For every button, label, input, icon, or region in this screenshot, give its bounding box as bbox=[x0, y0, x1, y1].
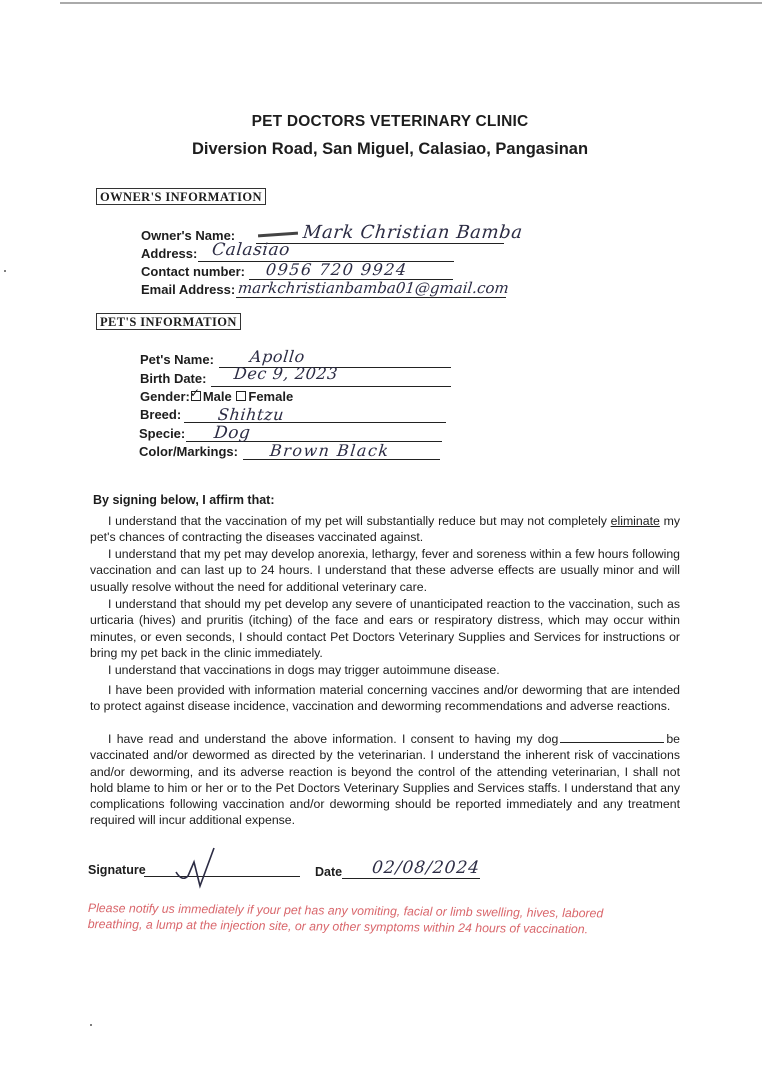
checkmark-icon: ✓ bbox=[189, 386, 200, 400]
p1-underlined-word: eliminate bbox=[610, 514, 660, 528]
birth-date-line bbox=[211, 386, 451, 387]
specie-value[interactable]: Dog bbox=[212, 423, 252, 443]
post-vaccination-notice: Please notify us immediately if your pet has any vomiting, facial or limb swelling, hives, labored breathing, a lump at the injection site, or any other symptoms within 24 hours of vaccination. bbox=[87, 900, 604, 937]
owner-name-value[interactable]: Mark Christian Bamba bbox=[301, 222, 524, 243]
p6-prefix: I have read and understand the above information. I consent to having my dog bbox=[108, 732, 559, 746]
scan-speck bbox=[90, 1024, 92, 1026]
male-checkbox[interactable] bbox=[189, 386, 201, 401]
signature-label: Signature bbox=[88, 863, 146, 877]
address-value[interactable]: Calasiao bbox=[210, 240, 292, 260]
owner-section-title: OWNER'S INFORMATION bbox=[96, 188, 266, 205]
dog-name-blank[interactable] bbox=[560, 731, 664, 743]
email-value[interactable]: markchristianbamba01@gmail.com bbox=[237, 279, 510, 297]
consent-paragraph-1 bbox=[90, 513, 680, 546]
breed-value[interactable]: Shihtzu bbox=[217, 405, 286, 424]
email-line bbox=[236, 297, 506, 298]
strikeout-scribble bbox=[258, 232, 298, 238]
gender-male-label: Male bbox=[202, 389, 232, 404]
color-value[interactable]: Brown Black bbox=[269, 441, 391, 460]
contact-label: Contact number: bbox=[141, 264, 245, 279]
gender-row bbox=[140, 386, 294, 404]
scan-speck bbox=[4, 270, 6, 272]
consent-paragraph-3: I understand that should my pet develop any severe of unanticipated reaction to the vaccination, such as urticaria (hives) and pruritis (itching) of the face and ears or respiratory distress, which may occur within minutes, or even seconds, I should contact Pet Doctors Veterinary Supplies and Services for instructions or bring my pet back in the clinic immediately. bbox=[90, 597, 680, 660]
gender-label: Gender: bbox=[140, 389, 190, 404]
clinic-address: Diversion Road, San Miguel, Calasiao, Pangasinan bbox=[191, 140, 589, 158]
consent-paragraph-5: I have been provided with information material concerning vaccines and/or deworming that are intended to protect against disease incidence, vaccination and deworming recommendations and adverse reactions. bbox=[90, 683, 680, 714]
owner-name-line bbox=[256, 243, 504, 244]
clinic-name: PET DOCTORS VETERINARY CLINIC bbox=[251, 113, 529, 130]
address-label: Address: bbox=[141, 246, 198, 261]
female-checkbox[interactable] bbox=[236, 391, 246, 401]
consent-paragraph-4: I understand that vaccinations in dogs may trigger autoimmune disease. bbox=[108, 663, 500, 677]
date-line bbox=[342, 878, 480, 879]
consent-paragraph-6 bbox=[90, 731, 680, 829]
p1-prefix: I understand that the vaccination of my pet will substantially reduce but may not completely bbox=[108, 514, 607, 528]
email-label: Email Address: bbox=[141, 282, 236, 297]
owner-name-label: Owner's Name: bbox=[141, 228, 236, 243]
date-value[interactable]: 02/08/2024 bbox=[370, 858, 482, 878]
p1-suffix: my pet's chances of contracting the diseases vaccinated against. bbox=[90, 514, 681, 545]
p6-suffix: be vaccinated and/or dewormed as directed by the veterinarian. I understand the inherent risk of vaccinations and/or deworming, and its adverse reaction is beyond the control of the attending veterinarian, I shall not hold blame to him or her or to the Pet Doctors Veterinary Supplies and Services staffs. I understand that any complications following vaccination and/or deworming should be reported immediately and any treatment required will incur additional expense. bbox=[90, 732, 680, 828]
birth-date-label: Birth Date: bbox=[140, 371, 207, 386]
signature-mark bbox=[170, 842, 230, 892]
gender-female-label: Female bbox=[248, 389, 294, 404]
contact-value[interactable]: 0956 720 9924 bbox=[265, 260, 409, 279]
pet-name-label: Pet's Name: bbox=[140, 352, 214, 367]
scan-edge bbox=[60, 2, 762, 4]
breed-label: Breed: bbox=[140, 407, 182, 422]
date-label: Date bbox=[315, 865, 343, 879]
pet-section-title: PET'S INFORMATION bbox=[96, 313, 241, 330]
color-label: Color/Markings: bbox=[139, 444, 238, 459]
consent-paragraph-2: I understand that my pet may develop anorexia, lethargy, fever and soreness within a few hours following vaccination and can last up to 24 hours. I understand that these adverse effects are usually minor and will usually resolve without the need for additional veterinary care. bbox=[90, 547, 680, 594]
pet-name-value[interactable]: Apollo bbox=[249, 347, 306, 366]
specie-label: Specie: bbox=[139, 426, 186, 441]
affirm-heading: By signing below, I affirm that: bbox=[93, 493, 275, 507]
birth-date-value[interactable]: Dec 9, 2023 bbox=[233, 364, 340, 383]
